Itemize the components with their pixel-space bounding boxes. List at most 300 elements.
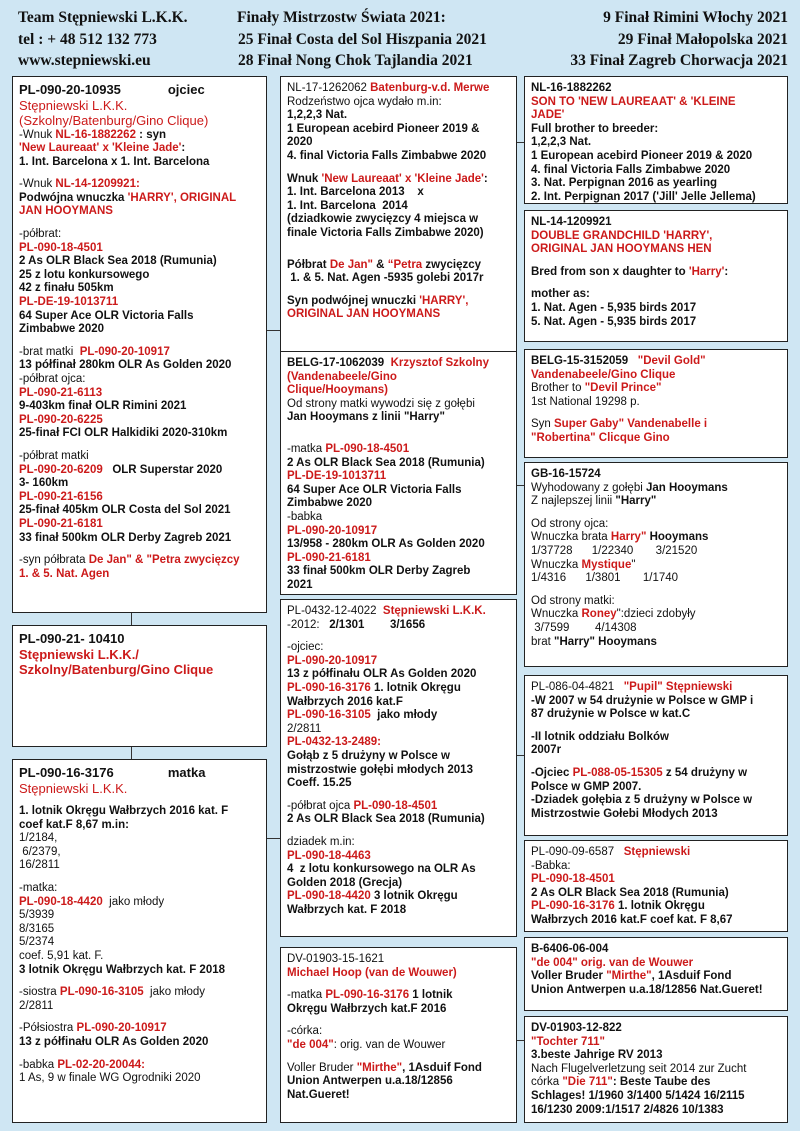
box-line [531, 82, 781, 96]
box-line [531, 943, 781, 957]
box-line [287, 736, 510, 750]
box-line [287, 308, 510, 322]
box-line [531, 164, 781, 178]
highlight-text: Szkolny/Batenburg/Gino Clique [19, 662, 214, 677]
highlight-text: PL-090-20-6225 [19, 413, 103, 426]
text-segment: 4. final Victoria Falls Zimbabwe 2020 [531, 163, 731, 176]
text-segment: PL-090-20-10935 ojciec [19, 82, 205, 97]
text-segment: -córka: [287, 1025, 323, 1038]
box-line [531, 860, 781, 874]
header-final-nong-chok: 28 Finał Nong Chok Tajlandia 2021 [238, 52, 473, 69]
text-segment: córka [531, 1076, 563, 1089]
text-segment: jako młody [143, 986, 206, 999]
highlight-text: "Mirthe" [606, 970, 652, 983]
box-line [287, 136, 510, 150]
highlight-text: 'Harry' [688, 265, 725, 278]
text-segment: -siostra [19, 986, 60, 999]
connector-line [516, 142, 524, 143]
text-segment: 5/2374 [19, 936, 55, 949]
dam-sire-dam-box [524, 840, 788, 932]
highlight-text: Vandenabeele/Gino Clique [531, 368, 676, 381]
box-line [287, 96, 510, 110]
text-segment: 3.beste Jahrige RV 2013 [531, 1049, 663, 1062]
highlight-text: ORIGINAL JAN HOOYMANS HEN [531, 243, 712, 256]
text-segment: PL-086-04-4821 [531, 681, 624, 693]
highlight-text: JADE' [531, 109, 565, 122]
box-line [287, 980, 510, 989]
box-line [287, 295, 510, 309]
text-segment: BELG-17-1062039 [287, 357, 391, 369]
box-line [531, 559, 781, 573]
sire-dam-dam-box [524, 462, 788, 667]
highlight-text: PL-090-20-10917 [287, 524, 378, 537]
highlight-text: 'HARRY', ORIGINAL [127, 191, 237, 204]
box-line [531, 468, 781, 482]
text-segment: 9-403km finał OLR Rimini 2021 [19, 400, 187, 413]
highlight-text: 'New Laureaat' x 'Kleine Jade' [321, 172, 484, 185]
box-line [19, 337, 260, 346]
box-line [531, 518, 781, 532]
box-line [531, 279, 781, 288]
box-line [531, 608, 781, 622]
box-line [531, 595, 781, 609]
sire-box [12, 76, 267, 613]
text-segment: Union Antwerpen u.a.18/12856 [287, 1075, 453, 1088]
box-line [19, 228, 260, 242]
box-line [287, 750, 510, 764]
text-segment: DV-01903-12-822 [531, 1022, 622, 1034]
text-segment: Od strony matki wywodzi się z gołębi [287, 397, 475, 410]
box-line [531, 708, 781, 722]
box-line [287, 259, 510, 273]
box-line [287, 682, 510, 696]
box-line [19, 269, 260, 283]
text-segment: 1,2,2,3 Nat. [531, 136, 592, 149]
text-segment: z 54 drużyny w [662, 766, 748, 779]
connector-line [131, 613, 132, 625]
box-line [287, 186, 510, 200]
text-segment: 13/958 - 280km OLR As Golden 2020 [287, 538, 485, 551]
box-line [287, 82, 510, 96]
text-segment: -W 2007 w 54 drużynie w Polsce w GMP i [531, 694, 754, 707]
highlight-text: Stępniewski L.K.K./ [19, 646, 139, 662]
box-line [287, 764, 510, 778]
box-line [287, 777, 510, 791]
text-segment: 64 Super Ace OLR Victoria Falls [19, 309, 194, 322]
box-line [19, 781, 260, 797]
highlight-text: Roney [581, 608, 617, 621]
highlight-text: "Mirthe" [356, 1061, 403, 1074]
text-segment: 13 z półfinału OLR As Golden 2020 [19, 1035, 209, 1048]
highlight-text: "de 004" [287, 1038, 334, 1051]
box-line [19, 477, 260, 491]
box-line [287, 632, 510, 641]
text-segment: "Harry" [615, 495, 657, 508]
box-line [287, 863, 510, 877]
highlight-text: PL-090-18-4420 [287, 890, 371, 903]
text-segment: DV-01903-15-1621 [287, 953, 385, 965]
box-line [531, 622, 781, 636]
text-segment: 5. Nat. Agen - 5,935 birds 2017 [531, 315, 697, 328]
text-segment: zwycięzcy [422, 258, 482, 271]
text-segment: -brat matki [19, 345, 80, 358]
text-segment: 2 As OLR Black Sea 2018 (Rumunia) [287, 456, 485, 469]
text-segment: mistrzostwie gołębi młodych 2013 [287, 763, 473, 776]
header-final-malopolska: 29 Finał Małopolska 2021 [617, 31, 788, 48]
box-line [19, 532, 260, 546]
header-finals-title: Finały Mistrzostw Świata 2021: [237, 9, 446, 26]
box-line [19, 647, 260, 663]
highlight-text: "Tochter 711" [531, 1035, 605, 1048]
box-line [287, 953, 510, 967]
box-line [19, 373, 260, 387]
text-segment: NL-16-1882262 [531, 82, 612, 94]
box-line [19, 859, 260, 873]
box-line [531, 1022, 781, 1036]
box-line [531, 243, 781, 257]
box-line [287, 565, 510, 579]
box-line [287, 1053, 510, 1062]
box-line [287, 457, 510, 471]
box-line [531, 900, 781, 914]
sire-sire-dam-box [524, 210, 788, 342]
text-segment: jako młody [370, 709, 438, 722]
box-line [287, 250, 510, 259]
text-segment: Hooymans [646, 531, 709, 544]
text-segment: Nat.Gueret! [287, 1088, 350, 1101]
box-line [531, 136, 781, 150]
text-segment: Polsce w GMP 2007. [531, 780, 642, 793]
text-segment: Full brother to breeder: [531, 122, 659, 135]
highlight-text: PL-090-18-4463 [287, 849, 371, 862]
highlight-text: PL-090-18-4501 [353, 799, 438, 812]
box-line [531, 794, 781, 808]
text-segment: Wnuczka [531, 608, 582, 621]
box-line [19, 82, 260, 98]
box-line [287, 164, 510, 173]
box-line [287, 723, 510, 737]
box-line [531, 257, 781, 266]
box-line [287, 1062, 510, 1076]
box-line [19, 414, 260, 428]
box-line [287, 484, 510, 498]
box-line [19, 1059, 260, 1073]
box-line [287, 525, 510, 539]
box-line [531, 266, 781, 280]
box-line [531, 695, 781, 709]
box-line [287, 1003, 510, 1017]
text-segment: 2/2811 [19, 999, 54, 1012]
text-segment: -półbrat ojca [287, 799, 354, 812]
text-segment: -babka [287, 510, 323, 523]
text-segment: 1 lotnik [409, 989, 453, 1002]
text-segment: 1. Int. Barcelona x 1. Int. Barcelona [19, 155, 210, 168]
text-segment: 87 drużynie w Polsce w kat.C [531, 708, 691, 721]
text-segment: Półbrat [287, 258, 330, 271]
connector-line [516, 1040, 524, 1041]
text-segment: & [372, 258, 388, 271]
box-line [19, 1022, 260, 1036]
highlight-text: Mystique [581, 558, 632, 571]
box-line [19, 156, 260, 170]
text-segment: -Babka: [531, 859, 571, 872]
text-segment: Zimbabwe 2020 [19, 323, 105, 336]
box-line [19, 896, 260, 910]
box-line [531, 681, 781, 695]
box-line [287, 709, 510, 723]
highlight-text: PL-090-20-10917 [79, 345, 170, 358]
text-segment: 3/7599 4/14308 [531, 621, 637, 634]
highlight-text: Michael Hoop (van de Wouwer) [287, 966, 457, 979]
box-line [19, 192, 260, 206]
box-line [19, 1013, 260, 1022]
dam-dam-sire-box [524, 937, 788, 1011]
box-line [19, 464, 260, 478]
box-line [531, 531, 781, 545]
box-line [287, 827, 510, 836]
box-line [531, 409, 781, 418]
box-line [531, 355, 781, 369]
box-line [531, 970, 781, 984]
box-line [531, 369, 781, 383]
box-line [287, 1089, 510, 1103]
text-segment: 1. lotnik Okręgu [614, 900, 705, 913]
box-line [19, 765, 260, 781]
box-line [19, 98, 260, 114]
highlight-text: "Devil Gold" [637, 355, 706, 367]
text-segment: 2007r [531, 744, 562, 757]
highlight-text: PL-090-18-4501 [531, 873, 615, 886]
box-line [531, 123, 781, 137]
text-segment: 33 finał 500km OLR Derby Zagreb [287, 565, 471, 578]
box-line [19, 427, 260, 441]
text-segment: Syn podwójnej wnuczki [287, 294, 420, 307]
header-final-zagreb: 33 Finał Zagreb Chorwacja 2021 [570, 52, 788, 69]
box-line [19, 296, 260, 310]
text-segment: Okręgu Wałbrzych kat.F 2016 [287, 1002, 447, 1015]
text-segment: 2020 [287, 136, 313, 149]
highlight-text: Clique/Hooymans) [287, 384, 388, 397]
box-line [287, 227, 510, 241]
text-segment: jako młody [102, 895, 165, 908]
highlight-text: PL-088-05-15305 [572, 766, 663, 779]
box-line [19, 242, 260, 256]
connector-line [266, 330, 280, 331]
highlight-text: PL-DE-19-1013711 [19, 296, 119, 309]
highlight-text: PL-090-18-4501 [19, 241, 103, 254]
highlight-text: JAN HOOYMANS [19, 205, 113, 218]
box-line [19, 662, 260, 678]
text-segment: 3 lotnik Okręgu [370, 890, 458, 903]
box-line [531, 109, 781, 123]
box-line [287, 497, 510, 511]
text-segment: 25-finał FCI OLR Halkidiki 2020-310km [19, 427, 228, 440]
box-line [287, 579, 510, 593]
text-segment: coef kat.F 8,67 m.in: [19, 818, 129, 831]
text-segment: -półbrat: [19, 228, 62, 241]
text-segment: 1. Int. Barcelona 2014 [287, 199, 408, 212]
text-segment: Mistrzostwie Gołebi Młodych 2013 [531, 807, 718, 820]
box-line [19, 323, 260, 337]
box-line [531, 722, 781, 731]
text-segment: : [483, 172, 488, 185]
text-segment: mother as: [531, 288, 590, 301]
text-segment: -Ojciec [531, 766, 573, 779]
text-segment: 13 z półfinału OLR As Golden 2020 [287, 668, 477, 681]
text-segment: 2/1301 3/1656 [329, 618, 426, 631]
box-line [531, 586, 781, 595]
text-segment: PL-090-21- 10410 [19, 631, 125, 646]
text-segment: 2 As OLR Black Sea 2018 (Rumunia) [19, 255, 217, 268]
highlight-text: 'HARRY', [419, 294, 469, 307]
highlight-text: NL-16-1882262 [55, 128, 136, 141]
text-segment: NL-14-1209921 [531, 216, 612, 228]
text-segment: -2012: [287, 618, 330, 631]
highlight-text: SON TO 'NEW LAUREAAT' & 'KLEINE [531, 95, 736, 108]
text-segment: 1. lotnik Okręgu [370, 681, 461, 694]
text-segment: 16/1230 2009:1/1517 2/4826 10/1383 [531, 1103, 724, 1116]
header-final-rimini: 9 Finał Rimini Włochy 2021 [603, 9, 788, 26]
box-line [287, 619, 510, 633]
box-line [531, 1076, 781, 1090]
box-line [287, 890, 510, 904]
text-segment: 2. Int. Perpignan 2017 ('Jill' Jelle Jellema) [531, 190, 756, 203]
box-line [287, 443, 510, 457]
highlight-text: 'New Laureaat' x 'Kleine Jade' [19, 142, 182, 155]
box-line [531, 509, 781, 518]
box-line [531, 957, 781, 971]
highlight-text: "de 004" orig. van de Wouwer [531, 956, 694, 969]
box-line [19, 359, 260, 373]
box-line [19, 977, 260, 986]
box-line [531, 1063, 781, 1077]
box-line [287, 411, 510, 425]
text-segment: Od strony ojca: [531, 517, 609, 530]
text-segment: -półbrat matki [19, 449, 89, 462]
text-segment: Z najlepszej linii [531, 495, 616, 508]
text-segment: -ojciec: [287, 641, 324, 654]
text-segment: : [181, 142, 186, 155]
highlight-text: (Szkolny/Batenburg/Gino Clique) [19, 113, 209, 128]
highlight-text: Stępniewski L.K.K. [382, 605, 486, 617]
text-segment: Zimbabwe 2020 [287, 497, 373, 510]
box-line [531, 495, 781, 509]
box-line [19, 554, 260, 568]
box-line [531, 887, 781, 901]
text-segment: 8/3165 [19, 922, 55, 935]
highlight-text: ORIGINAL JAN HOOYMANS [287, 308, 441, 321]
box-line [287, 123, 510, 137]
box-line [287, 813, 510, 827]
highlight-text: PL-090-21-6113 [19, 386, 103, 399]
box-line [287, 538, 510, 552]
box-line [19, 846, 260, 860]
box-line [287, 200, 510, 214]
text-segment: 2021 [287, 578, 313, 591]
box-line [287, 836, 510, 850]
text-segment: 3- 160km [19, 477, 69, 490]
text-segment: -II lotnik oddziału Bolków [531, 730, 669, 743]
text-segment: PL-0432-12-4022 [287, 605, 383, 617]
box-line [531, 382, 781, 396]
text-segment: -półbrat ojca: [19, 373, 86, 385]
box-line [287, 357, 510, 371]
text-segment: 25 z lotu konkursowego [19, 268, 150, 281]
box-line [19, 631, 260, 647]
box-line [19, 1036, 260, 1050]
text-segment: : [724, 265, 729, 278]
box-line [19, 491, 260, 505]
text-segment: : orig. van de Wouwer [333, 1038, 446, 1051]
text-segment: 1 European acebird Pioneer 2019 & [287, 122, 480, 135]
header-final-costa-del-sol: 25 Finał Costa del Sol Hiszpania 2021 [238, 31, 487, 48]
header-website[interactable]: www.stepniewski.eu [18, 52, 151, 69]
sire-dam-sire-box [524, 349, 788, 458]
box-line [19, 282, 260, 296]
box-line [19, 950, 260, 964]
box-line [19, 441, 260, 450]
text-segment: 5/3939 [19, 909, 55, 922]
text-segment: Brother to [531, 382, 585, 395]
box-line [531, 781, 781, 795]
box-line [19, 142, 260, 156]
box-line [287, 605, 510, 619]
text-segment: : Beste Taube des [612, 1076, 711, 1089]
box-line [287, 425, 510, 434]
box-line [531, 288, 781, 302]
header-phone: tel : + 48 512 132 773 [18, 31, 157, 48]
box-line [19, 832, 260, 846]
text-segment: 1/4316 1/3801 1/1740 [531, 572, 679, 585]
box-line [287, 511, 510, 525]
text-segment: 25-finał 405km OLR Costa del Sol 2021 [19, 504, 231, 517]
highlight-text: PL-090-21-6181 [19, 517, 103, 530]
text-segment: : syn [135, 128, 167, 141]
highlight-text: PL-090-18-4420 [19, 895, 103, 908]
box-line [531, 191, 781, 204]
text-segment: Jan Hooymans z linii "Harry" [287, 411, 445, 424]
box-line [19, 113, 260, 129]
box-line [287, 696, 510, 710]
box-line [287, 109, 510, 123]
text-segment: Union Antwerpen u.a.18/12856 Nat.Gueret! [531, 983, 763, 996]
box-line [531, 767, 781, 781]
box-line [287, 470, 510, 484]
highlight-text: PL-090-20-10917 [76, 1022, 167, 1035]
text-segment: -matka: [19, 881, 58, 894]
text-segment: " [631, 558, 636, 571]
text-segment: Jan Hooymans [645, 481, 728, 494]
highlight-text: "Die 711" [562, 1076, 613, 1089]
box-line [19, 964, 260, 978]
box-line [287, 904, 510, 918]
text-segment: 4 z lotu konkursowego na OLR As [287, 863, 476, 876]
text-segment: -Wnuk [19, 128, 56, 141]
highlight-text: "Pupil" Stępniewski [623, 681, 733, 693]
text-segment: Od strony matki: [531, 594, 615, 607]
text-segment: Wnuk [287, 172, 322, 185]
page-header [0, 0, 800, 72]
highlight-text: Stępniewski [623, 846, 691, 858]
text-segment: 1. lotnik Okręgu Wałbrzych 2016 kat. F [19, 805, 229, 817]
text-segment: PL-090-16-3176 matka [19, 765, 206, 780]
text-segment: NL-17-1262062 [287, 82, 371, 94]
box-line [531, 96, 781, 110]
sire-sire-sire-box [524, 76, 788, 204]
text-segment: Gołąb z 5 drużyny w Polsce w [287, 749, 450, 762]
text-segment: 1. Int. Barcelona 2013 x [287, 186, 424, 199]
box-line [287, 1025, 510, 1039]
